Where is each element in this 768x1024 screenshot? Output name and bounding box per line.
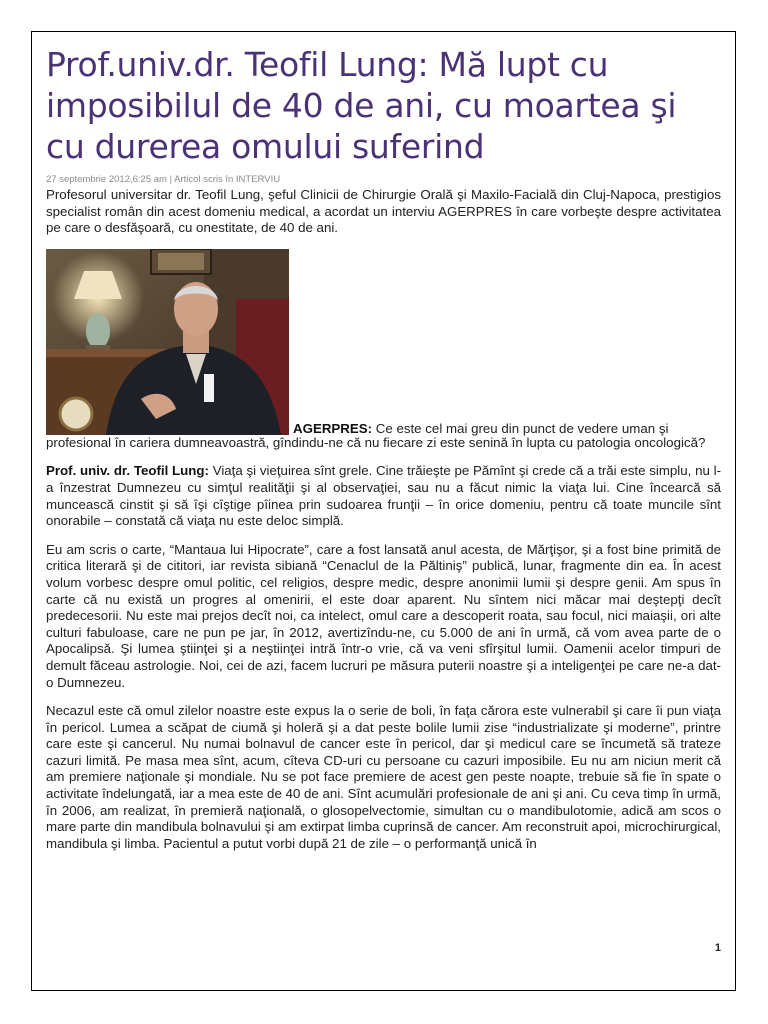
- question-text-rest: profesional în cariera dumneavoastră, gîndindu-ne că nu fiecare zi este senină în lupta cu patologia oncologică?: [46, 434, 706, 450]
- article-meta: 27 septembrie 2012,6:25 am | Articol scris în INTERVIU: [46, 174, 281, 185]
- answer-text: Viaţa şi vieţuirea sînt grele. Cine trăieşte pe Pămînt şi crede că a trăi este simplu, nu l-a înzestrat Dumnezeu cu simţul realităţii şi al observaţiei, sau nu a făcut nimic la viaţa lui. Cine încearcă să muncească cinstit şi să îşi cîştige pîinea prin sudoarea frunţii – în orice domeniu, pentru că toate muncile sînt onorabile – constată că viaţa nu este deloc simplă.: [46, 463, 722, 529]
- answer-paragraph: [46, 463, 721, 529]
- page-number: 1: [714, 942, 721, 954]
- interview-photo: [46, 249, 289, 435]
- intro-paragraph: Profesorul universitar dr. Teofil Lung, şeful Clinicii de Chirurgie Orală şi Maxilo-Facială din Cluj-Napoca, prestigios specialist român din acest domeniu medical, a acordat un interviu AGERPRES în care vorbeşte despre activitatea pe care o desfăşoară, cu onestitate, de 40 de ani.: [46, 187, 721, 236]
- article: [46, 44, 721, 852]
- portrait-photo-icon: [46, 249, 289, 435]
- answer-speaker: Prof. univ. dr. Teofil Lung:: [46, 463, 209, 479]
- photo-block: [46, 249, 721, 435]
- question-first-line: [293, 421, 668, 437]
- disease-paragraph: Necazul este că omul zilelor noastre este expus la o serie de boli, în faţa cărora este vulnerabil şi care îi pun viaţa în pericol. Lumea a scăpat de ciumă şi holeră şi a dat peste bolile lumii zise “industrializate şi moderne”, printre care este şi cancerul. Nu numai bolnavul de cancer este în pericol, dar şi medicul care se încumetă să trateze cazuri limită. Pe masa mea sînt, acum, cîteva CD-uri cu persoane cu cazuri imposibile. Eu nu am niciun merit că am premiere naţionale şi mondiale. Nu se pot face premiere de acest gen peste noapte, trebuie să fie în spate o activitate îndelungată, iar a mea este de 40 de ani. Sînt acumulări profesionale de ani şi ani. Cu ceva timp în urmă, în 2006, am realizat, în premieră naţională, o glosopelvectomie, simultan cu o mandibulotomie, adică am scos o mare parte din mandibula bolnavului şi am extirpat limba cuprinsă de cancer. Am reconstruit apoi, microchirurgical, mandibula şi limba. Pacientul a putut vorbi după 21 de zile – o performanţă unică în: [46, 703, 721, 851]
- question-text-start: Ce este cel mai greu din punct de vedere uman şi: [372, 420, 669, 436]
- article-title: Prof.univ.dr. Teofil Lung: Mă lupt cu imposibilul de 40 de ani, cu moartea şi cu durerea omului suferind: [46, 45, 677, 166]
- document-page: [31, 31, 736, 991]
- question-speaker: AGERPRES:: [293, 420, 373, 436]
- book-paragraph: Eu am scris o carte, “Mantaua lui Hipocrate”, care a fost lansată anul acesta, de Mărţişor, şi a fost bine primită de critica literară şi de cititori, iar revista sibiană “Cenaclul de la Păltiniş” publică, lunar, fragmente din ea. În acest volum vorbesc despre omul politic, cel religios, despre medic, despre anonimii lumii şi despre genii. Am spus în carte că nu există un progres al omenirii, el este doar aparent. Nu sîntem nici măcar mai deştepţi decît predecesorii. Nu este mai prejos decît noi, ca intelect, omul care a descoperit roata, sau focul, nici maiaşii, ori alte culturi fabuloase, care ne pun pe jar, în 2012, avertizîndu-ne, cu 5.000 de ani în urmă, că vom avea parte de o Apocalipsă. Şi lumea ştiinţei şi a neştiinţei intră într-o vrie, că va veni sfîrşitul lumii. Oamenii acelor timpuri de demult făceau astrologie. Noi, cei de azi, facem lucruri pe măsura puterii noastre şi a inteligenţei pe care ne-a dat-o Dumnezeu.: [46, 541, 721, 690]
